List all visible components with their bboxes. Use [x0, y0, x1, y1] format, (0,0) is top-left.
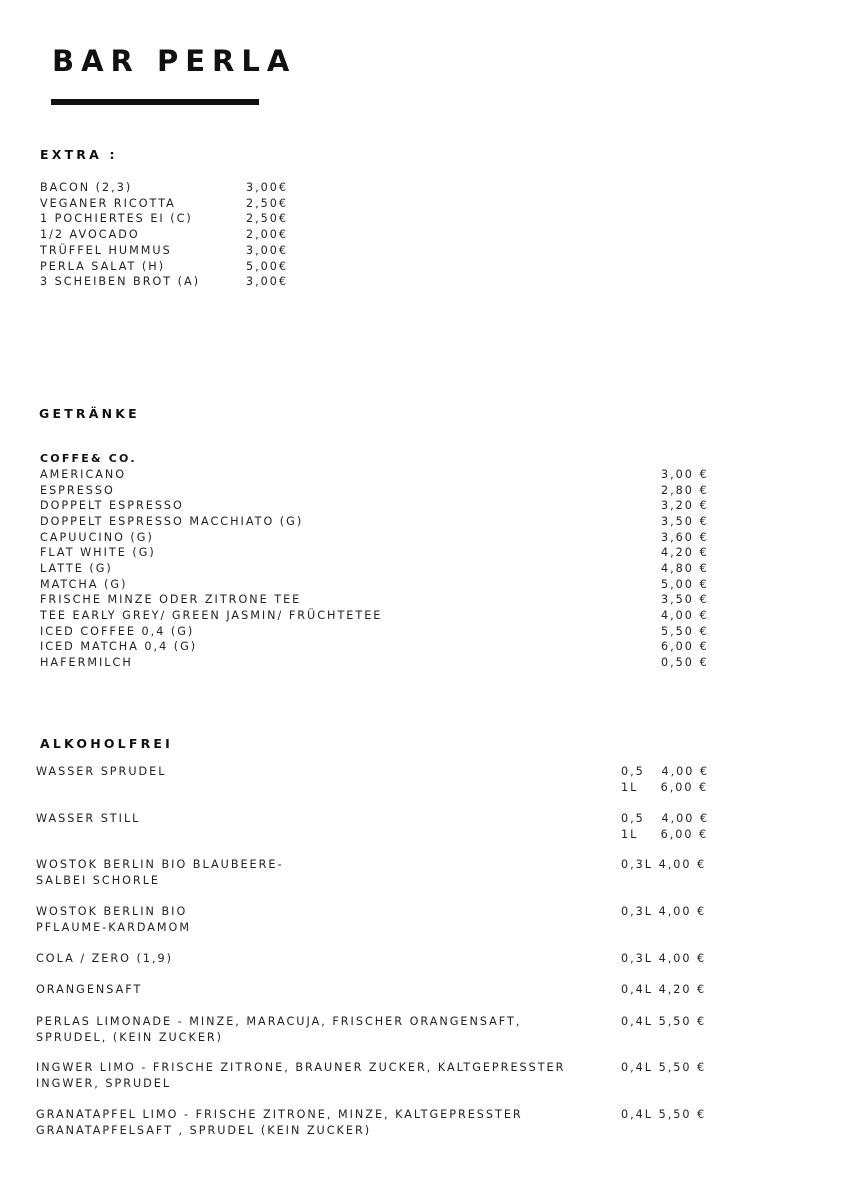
item-price-line: 1L 6,00 € [621, 781, 709, 794]
item-price: 4,00 € [661, 608, 709, 622]
item-price [621, 904, 706, 920]
item-name [36, 1014, 521, 1046]
item-name-line: SALBEI SCHORLE [36, 874, 161, 887]
item-price-line: 1L 6,00 € [621, 828, 709, 841]
item-price: 3,20 € [661, 499, 709, 513]
item-price: 5,50 € [661, 624, 709, 638]
item-name: ICED MATCHA 0,4 (G) [40, 640, 198, 654]
item-name [36, 1107, 523, 1139]
item-name: HAFERMILCH [40, 655, 133, 669]
item-name: ESPRESSO [40, 483, 115, 497]
item-price [621, 857, 706, 873]
item-price-line: 0,4L 4,20 € [621, 983, 707, 996]
item-name: DOPPELT ESPRESSO MACCHIATO (G) [40, 514, 304, 528]
item-price: 3,00€ [246, 181, 289, 194]
item-name [36, 764, 166, 780]
item-name: TEE EARLY GREY/ GREEN JASMIN/ FRÜCHTETEE [40, 608, 383, 622]
item-name-line: SPRUDEL, (KEIN ZUCKER) [36, 1031, 224, 1044]
item-price: 5,00 € [661, 577, 709, 591]
item-name: CAPUUCINO (G) [40, 530, 154, 544]
item-price: 3,00€ [246, 275, 289, 289]
item-price: 4,80 € [661, 561, 709, 575]
item-name-line: GRANATAPFELSAFT , SPRUDEL (KEIN ZUCKER) [36, 1124, 372, 1137]
item-name: 1 POCHIERTES EI (C) [40, 212, 193, 226]
item-name: AMERICANO [40, 468, 127, 481]
item-name: ICED COFFEE 0,4 (G) [40, 624, 195, 638]
item-price-line: 0,5 4,00 € [621, 765, 710, 778]
item-price: 2,50€ [246, 196, 289, 210]
item-price: 6,00 € [661, 640, 709, 654]
item-name-line: INGWER LIMO - FRISCHE ZITRONE, BRAUNER ZUCKER, KALTGEPRESSTER [36, 1061, 566, 1074]
item-name [36, 951, 173, 967]
item-price: 3,60 € [661, 530, 709, 544]
item-price: 0,50 € [661, 655, 709, 669]
title-underline [51, 99, 259, 105]
item-name [36, 811, 140, 827]
item-price: 2,00€ [246, 228, 289, 242]
item-name-line: COLA / ZERO (1,9) [36, 952, 174, 965]
item-name: FLAT WHITE (G) [40, 546, 156, 560]
item-name-line: PFLAUME-KARDAMOM [36, 921, 192, 934]
item-price-line: 0,4L 5,50 € [621, 1108, 707, 1121]
item-price: 2,80 € [661, 483, 709, 497]
item-name-line: WASSER SPRUDEL [36, 765, 167, 778]
item-name [36, 857, 284, 889]
item-price [621, 951, 706, 967]
item-price-line: 0,3L 4,00 € [621, 905, 707, 918]
item-price: 3,50 € [661, 514, 709, 528]
item-price-line: 0,4L 5,50 € [621, 1061, 707, 1074]
item-price [621, 1107, 706, 1123]
item-name: LATTE (G) [40, 561, 113, 575]
item-price [621, 1014, 706, 1030]
item-name: BACON (2,3) [40, 181, 133, 194]
item-price [621, 982, 706, 998]
item-name [36, 1060, 565, 1092]
item-price [621, 764, 709, 796]
item-name: PERLA SALAT (H) [40, 259, 166, 273]
getraenke-heading: GETRÄNKE [39, 406, 140, 421]
item-name: 1/2 AVOCADO [40, 228, 140, 242]
item-name: VEGANER RICOTTA [40, 196, 176, 210]
item-name: MATCHA (G) [40, 577, 128, 591]
item-name-line: WASSER STILL [36, 812, 141, 825]
item-price: 3,00 € [661, 468, 709, 481]
item-price: 4,20 € [661, 546, 709, 560]
item-price [621, 1060, 706, 1076]
item-price-line: 0,4L 5,50 € [621, 1015, 707, 1028]
item-price: 5,00€ [246, 259, 289, 273]
item-name: FRISCHE MINZE ODER ZITRONE TEE [40, 593, 302, 607]
item-name-line: WOSTOK BERLIN BIO [36, 905, 188, 918]
item-price: 3,00€ [246, 243, 289, 257]
item-name-line: ORANGENSAFT [36, 983, 143, 996]
item-name: 3 SCHEIBEN BROT (A) [40, 275, 201, 289]
item-price: 2,50€ [246, 212, 289, 226]
coffee-subheading: COFFE& CO. [40, 452, 137, 465]
item-price-line: 0,3L 4,00 € [621, 858, 707, 871]
alkoholfrei-heading: ALKOHOLFREI [40, 736, 173, 751]
item-name-line: WOSTOK BERLIN BIO BLAUBEERE- [36, 858, 284, 871]
item-name-line: GRANATAPFEL LIMO - FRISCHE ZITRONE, MINZE, KALTGEPRESSTER [36, 1108, 523, 1121]
item-price: 3,50 € [661, 593, 709, 607]
extra-heading: EXTRA : [40, 147, 118, 162]
item-name-line: PERLAS LIMONADE - MINZE, MARACUJA, FRISCHER ORANGENSAFT, [36, 1015, 522, 1028]
menu-title: BAR PERLA [52, 44, 297, 78]
item-name: DOPPELT ESPRESSO [40, 499, 184, 513]
item-price-line: 0,5 4,00 € [621, 812, 710, 825]
item-price-line: 0,3L 4,00 € [621, 952, 707, 965]
item-price [621, 811, 709, 843]
item-name-line: INGWER, SPRUDEL [36, 1077, 172, 1090]
item-name [36, 982, 142, 998]
item-name [36, 904, 191, 936]
item-name: TRÜFFEL HUMMUS [40, 243, 172, 257]
